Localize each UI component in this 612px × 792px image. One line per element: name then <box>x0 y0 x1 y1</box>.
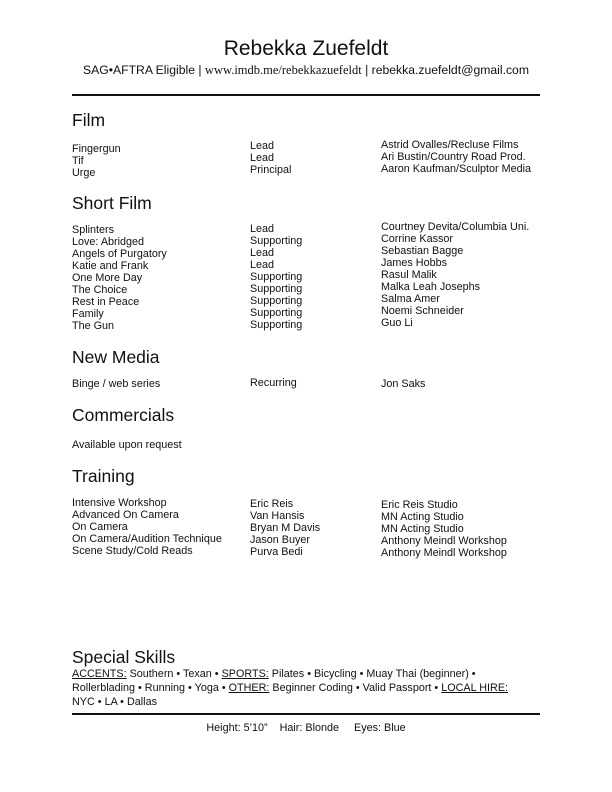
footer-divider <box>72 713 540 715</box>
other-list: Beginner Coding • Valid Passport • <box>269 682 442 694</box>
new-media-company: Jon Saks <box>381 378 426 390</box>
training-studio: Eric Reis Studio <box>381 499 458 511</box>
training-teacher: Eric Reis <box>250 498 294 510</box>
credit-company: Noemi Schneider <box>381 305 464 317</box>
credit-role: Supporting <box>250 271 303 283</box>
training-teachers <box>250 498 320 558</box>
credit-company: Malka Leah Josephs <box>381 281 481 293</box>
credit-role: Supporting <box>250 235 303 247</box>
short-film-roles <box>250 223 302 331</box>
credit-company: Sebastian Bagge <box>381 245 464 257</box>
training-heading: Training <box>72 466 135 486</box>
sports-label: SPORTS: <box>221 668 269 680</box>
credit-title: Love: Abridged <box>72 236 145 248</box>
other-label: OTHER: <box>228 682 270 694</box>
new-media-title: Binge / web series <box>72 378 161 390</box>
credit-title: Splinters <box>72 224 115 236</box>
credit-role: Lead <box>250 140 275 152</box>
training-studio: Anthony Meindl Workshop <box>381 547 507 559</box>
credit-title: The Gun <box>72 320 115 332</box>
film-roles <box>250 140 291 176</box>
training-teacher: Purva Bedi <box>250 546 303 558</box>
film-companies <box>381 139 531 175</box>
special-skills-text <box>72 667 552 709</box>
training-course: Scene Study/Cold Reads <box>72 545 193 557</box>
training-studio: MN Acting Studio <box>381 511 464 523</box>
short-film-titles <box>72 224 167 332</box>
local-hire-label: LOCAL HIRE: <box>441 682 509 694</box>
credit-title: Urge <box>72 167 96 179</box>
credit-title: Tif <box>72 155 84 167</box>
sports-list: Pilates • Bicycling • Muay Thai (beginner) • <box>268 668 476 680</box>
local-hire-list: NYC • LA • Dallas <box>72 696 157 708</box>
union-status: SAG•AFTRA Eligible | <box>83 63 202 77</box>
credit-role: Lead <box>250 223 275 235</box>
header-divider <box>72 94 540 96</box>
training-course: Advanced On Camera <box>72 509 179 521</box>
credit-company: Salma Amer <box>381 293 440 305</box>
email-link[interactable]: | rebekka.zuefeldt@gmail.com <box>365 63 529 77</box>
short-film-heading: Short Film <box>72 193 152 213</box>
training-teacher: Bryan M Davis <box>250 522 321 534</box>
resume-name: Rebekka Zuefeldt <box>223 37 389 60</box>
credit-title: Fingergun <box>72 143 121 155</box>
credit-company: Astrid Ovalles/Recluse Films <box>381 139 519 151</box>
credit-title: Katie and Frank <box>72 260 149 272</box>
imdb-link[interactable]: www.imdb.me/rebekkazuefeldt <box>204 63 362 77</box>
credit-company: Aaron Kaufman/Sculptor Media <box>381 163 532 175</box>
credit-role: Supporting <box>250 307 303 319</box>
commercials-heading: Commercials <box>72 405 175 425</box>
credit-role: Lead <box>250 259 275 271</box>
credit-title: Rest in Peace <box>72 296 140 308</box>
credit-title: Angels of Purgatory <box>72 248 167 260</box>
contact-line <box>0 63 612 77</box>
accents-label: ACCENTS: <box>72 668 127 680</box>
credit-role: Supporting <box>250 283 303 295</box>
new-media-heading: New Media <box>72 347 160 367</box>
accents-list: Southern • Texan • <box>126 668 222 680</box>
credit-role: Supporting <box>250 319 303 331</box>
sports-list-continued: Rollerblading • Running • Yoga • <box>72 682 229 694</box>
film-heading: Film <box>72 110 106 130</box>
training-teacher: Van Hansis <box>250 510 305 522</box>
physical-stats: Height: 5’10” Hair: Blonde Eyes: Blue <box>206 722 406 734</box>
credit-role: Principal <box>250 164 292 176</box>
training-studio: MN Acting Studio <box>381 523 464 535</box>
training-course: On Camera/Audition Technique <box>72 533 222 545</box>
new-media-role: Recurring <box>250 377 297 389</box>
training-teacher: Jason Buyer <box>250 534 311 546</box>
film-titles <box>72 143 121 179</box>
commercials-note: Available upon request <box>72 439 182 451</box>
credit-company: Guo Li <box>381 317 413 329</box>
credit-company: Ari Bustin/Country Road Prod. <box>381 151 526 163</box>
special-skills-heading: Special Skills <box>72 647 176 667</box>
credit-role: Lead <box>250 247 275 259</box>
training-course: Intensive Workshop <box>72 497 167 509</box>
training-studios <box>381 499 507 559</box>
credit-company: Rasul Malik <box>381 269 437 281</box>
credit-company: Courtney Devita/Columbia Uni. <box>381 221 530 233</box>
short-film-companies <box>381 221 529 329</box>
credit-title: The Choice <box>72 284 128 296</box>
credit-role: Supporting <box>250 295 303 307</box>
training-course: On Camera <box>72 521 128 533</box>
training-courses <box>72 497 222 557</box>
credit-company: Corrine Kassor <box>381 233 454 245</box>
credit-title: One More Day <box>72 272 143 284</box>
training-studio: Anthony Meindl Workshop <box>381 535 507 547</box>
credit-title: Family <box>72 308 104 320</box>
credit-role: Lead <box>250 152 275 164</box>
credit-company: James Hobbs <box>381 257 448 269</box>
